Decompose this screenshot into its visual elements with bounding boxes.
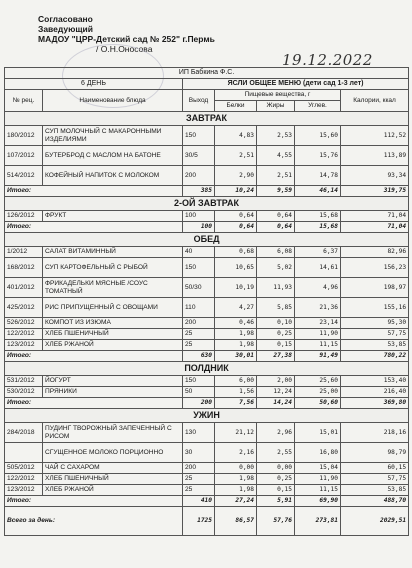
table-row xyxy=(5,423,409,443)
fats: 12,24 xyxy=(257,387,295,398)
col-fats: Жиры xyxy=(257,101,295,112)
table-row xyxy=(5,443,409,463)
proteins: 0,64 xyxy=(215,211,257,222)
total-carbs: 69,90 xyxy=(295,496,341,507)
total-portion: 385 xyxy=(183,186,215,197)
recipe-number: 107/2012 xyxy=(5,146,43,166)
portion: 150 xyxy=(183,126,215,146)
table-row xyxy=(5,258,409,278)
section-title: ПОЛДНИК xyxy=(5,362,409,376)
total-calories: 319,75 xyxy=(341,186,409,197)
total-fats: 9,59 xyxy=(257,186,295,197)
calories: 53,85 xyxy=(341,340,409,351)
calories: 98,79 xyxy=(341,443,409,463)
calories: 57,75 xyxy=(341,474,409,485)
carbs: 16,80 xyxy=(295,443,341,463)
total-fats: 14,24 xyxy=(257,398,295,409)
carbs: 25,60 xyxy=(295,376,341,387)
section-header xyxy=(5,233,409,247)
proteins: 1,98 xyxy=(215,340,257,351)
table-row xyxy=(5,126,409,146)
fats: 2,55 xyxy=(257,443,295,463)
proteins: 2,90 xyxy=(215,166,257,186)
portion: 50 xyxy=(183,387,215,398)
total-label: Итого: xyxy=(5,186,183,197)
approval-line-1: Согласовано xyxy=(38,14,93,24)
fats: 2,51 xyxy=(257,166,295,186)
table-row xyxy=(5,376,409,387)
proteins: 6,00 xyxy=(215,376,257,387)
carbs: 15,60 xyxy=(295,126,341,146)
total-label: Итого: xyxy=(5,398,183,409)
proteins: 4,83 xyxy=(215,126,257,146)
carbs: 14,78 xyxy=(295,166,341,186)
col-carbs: Углев. xyxy=(295,101,341,112)
recipe-number: 425/2012 xyxy=(5,298,43,318)
handwritten-date: 19.12.2022 xyxy=(282,51,373,69)
dish-name: ХЛЕБ ПШЕНИЧНЫЙ xyxy=(43,474,183,485)
dish-name: ФРИКАДЕЛЬКИ МЯСНЫЕ /СОУС ТОМАТНЫЙ xyxy=(43,278,183,298)
dish-name: ЙОГУРТ xyxy=(43,376,183,387)
dish-name: РИС ПРИПУЩЕННЫЙ С ОВОЩАМИ xyxy=(43,298,183,318)
approval-line-2: Заведующий xyxy=(38,24,94,34)
grand-carbs: 273,81 xyxy=(295,507,341,536)
carbs: 25,00 xyxy=(295,387,341,398)
calories: 57,75 xyxy=(341,329,409,340)
portion: 110 xyxy=(183,298,215,318)
portion: 25 xyxy=(183,474,215,485)
carbs: 6,37 xyxy=(295,247,341,258)
calories: 155,16 xyxy=(341,298,409,318)
calories: 156,23 xyxy=(341,258,409,278)
total-carbs: 50,60 xyxy=(295,398,341,409)
total-calories: 488,70 xyxy=(341,496,409,507)
section-total-row xyxy=(5,398,409,409)
portion: 40 xyxy=(183,247,215,258)
carbs: 14,61 xyxy=(295,258,341,278)
total-fats: 0,64 xyxy=(257,222,295,233)
fats: 6,08 xyxy=(257,247,295,258)
section-title: 2-ОЙ ЗАВТРАК xyxy=(5,197,409,211)
fats: 2,96 xyxy=(257,423,295,443)
total-label: Итого: xyxy=(5,222,183,233)
dish-name: ХЛЕБ РЖАНОЙ xyxy=(43,340,183,351)
portion: 200 xyxy=(183,166,215,186)
recipe-number xyxy=(5,443,43,463)
organization-name: ИП Бабкина Ф.С. xyxy=(5,68,409,79)
recipe-number: 526/2012 xyxy=(5,318,43,329)
portion: 200 xyxy=(183,463,215,474)
total-calories: 780,22 xyxy=(341,351,409,362)
proteins: 21,12 xyxy=(215,423,257,443)
calories: 153,40 xyxy=(341,376,409,387)
total-label: Итого: xyxy=(5,351,183,362)
grand-fats: 57,76 xyxy=(257,507,295,536)
total-calories: 71,04 xyxy=(341,222,409,233)
fats: 2,53 xyxy=(257,126,295,146)
recipe-number: 168/2012 xyxy=(5,258,43,278)
grand-calories: 2029,51 xyxy=(341,507,409,536)
fats: 0,10 xyxy=(257,318,295,329)
dish-name: КОМПОТ ИЗ ИЗЮМА xyxy=(43,318,183,329)
section-total-row xyxy=(5,186,409,197)
proteins: 0,00 xyxy=(215,463,257,474)
total-portion: 410 xyxy=(183,496,215,507)
col-proteins: Белки xyxy=(215,101,257,112)
section-header xyxy=(5,112,409,126)
recipe-number: 401/2012 xyxy=(5,278,43,298)
table-row xyxy=(5,474,409,485)
dish-name: ПУДИНГ ТВОРОЖНЫЙ ЗАПЕЧЕННЫЙ С РИСОМ xyxy=(43,423,183,443)
table-row xyxy=(5,211,409,222)
calories: 198,97 xyxy=(341,278,409,298)
total-proteins: 10,24 xyxy=(215,186,257,197)
recipe-number: 122/2012 xyxy=(5,474,43,485)
carbs: 15,68 xyxy=(295,211,341,222)
fats: 4,55 xyxy=(257,146,295,166)
recipe-number: 180/2012 xyxy=(5,126,43,146)
portion: 25 xyxy=(183,485,215,496)
proteins: 10,65 xyxy=(215,258,257,278)
portion: 150 xyxy=(183,376,215,387)
recipe-number: 531/2012 xyxy=(5,376,43,387)
total-proteins: 0,64 xyxy=(215,222,257,233)
table-row xyxy=(5,340,409,351)
total-fats: 5,91 xyxy=(257,496,295,507)
carbs: 15,04 xyxy=(295,463,341,474)
calories: 53,85 xyxy=(341,485,409,496)
proteins: 1,56 xyxy=(215,387,257,398)
section-total-row xyxy=(5,496,409,507)
portion: 30/5 xyxy=(183,146,215,166)
recipe-number: 284/2018 xyxy=(5,423,43,443)
fats: 11,93 xyxy=(257,278,295,298)
menu-title: ЯСЛИ ОБЩЕЕ МЕНЮ (дети сад 1-3 лет) xyxy=(183,79,409,90)
grand-total-row xyxy=(5,507,409,536)
table-row xyxy=(5,146,409,166)
col-nutrients: Пищевые вещества, г xyxy=(215,90,341,101)
col-portion: Выход xyxy=(183,90,215,112)
total-fats: 27,38 xyxy=(257,351,295,362)
approval-line-3: МАДОУ "ЦРР-Детский сад № 252" г.Пермь xyxy=(38,34,215,44)
section-header xyxy=(5,197,409,211)
carbs: 11,15 xyxy=(295,485,341,496)
fats: 2,00 xyxy=(257,376,295,387)
total-portion: 100 xyxy=(183,222,215,233)
total-carbs: 15,68 xyxy=(295,222,341,233)
total-carbs: 46,14 xyxy=(295,186,341,197)
table-row xyxy=(5,166,409,186)
fats: 0,25 xyxy=(257,329,295,340)
grand-portion: 1725 xyxy=(183,507,215,536)
carbs: 15,01 xyxy=(295,423,341,443)
calories: 113,89 xyxy=(341,146,409,166)
calories: 82,96 xyxy=(341,247,409,258)
dish-name: БУТЕРБРОД С МАСЛОМ НА БАТОНЕ xyxy=(43,146,183,166)
proteins: 1,98 xyxy=(215,329,257,340)
fats: 5,85 xyxy=(257,298,295,318)
section-title: УЖИН xyxy=(5,409,409,423)
recipe-number: 122/2012 xyxy=(5,329,43,340)
total-label: Итого: xyxy=(5,496,183,507)
table-row xyxy=(5,329,409,340)
recipe-number: 123/2012 xyxy=(5,340,43,351)
total-portion: 630 xyxy=(183,351,215,362)
section-total-row xyxy=(5,222,409,233)
section-title: ЗАВТРАК xyxy=(5,112,409,126)
proteins: 10,19 xyxy=(215,278,257,298)
section-title: ОБЕД xyxy=(5,233,409,247)
col-calories: Калории, ккал xyxy=(341,90,409,112)
dish-name: ПРЯНИКИ xyxy=(43,387,183,398)
calories: 93,34 xyxy=(341,166,409,186)
table-row xyxy=(5,318,409,329)
carbs: 11,90 xyxy=(295,474,341,485)
recipe-number: 514/2012 xyxy=(5,166,43,186)
grand-total-label: Всего за день: xyxy=(5,507,183,536)
portion: 100 xyxy=(183,211,215,222)
col-recipe-number: № рец. xyxy=(5,90,43,112)
dish-name: ХЛЕБ РЖАНОЙ xyxy=(43,485,183,496)
section-header xyxy=(5,409,409,423)
table-row xyxy=(5,387,409,398)
dish-name: САЛАТ ВИТАМИННЫЙ xyxy=(43,247,183,258)
section-header xyxy=(5,362,409,376)
carbs: 11,90 xyxy=(295,329,341,340)
portion: 25 xyxy=(183,329,215,340)
portion: 25 xyxy=(183,340,215,351)
total-portion: 200 xyxy=(183,398,215,409)
portion: 150 xyxy=(183,258,215,278)
table-row xyxy=(5,278,409,298)
col-dish-name: Наименование блюда xyxy=(43,90,183,112)
dish-name: КОФЕЙНЫЙ НАПИТОК С МОЛОКОМ xyxy=(43,166,183,186)
dish-name: ХЛЕБ ПШЕНИЧНЫЙ xyxy=(43,329,183,340)
proteins: 1,98 xyxy=(215,485,257,496)
proteins: 0,46 xyxy=(215,318,257,329)
calories: 71,04 xyxy=(341,211,409,222)
recipe-number: 123/2012 xyxy=(5,485,43,496)
calories: 218,16 xyxy=(341,423,409,443)
recipe-number: 1/2012 xyxy=(5,247,43,258)
proteins: 4,27 xyxy=(215,298,257,318)
portion: 30 xyxy=(183,443,215,463)
total-carbs: 91,49 xyxy=(295,351,341,362)
table-row xyxy=(5,463,409,474)
carbs: 11,15 xyxy=(295,340,341,351)
total-proteins: 7,56 xyxy=(215,398,257,409)
table-row xyxy=(5,247,409,258)
dish-name: ФРУКТ xyxy=(43,211,183,222)
carbs: 23,14 xyxy=(295,318,341,329)
dish-name: СУП МОЛОЧНЫЙ С МАКАРОННЫМИ ИЗДЕЛИЯМИ xyxy=(43,126,183,146)
dish-name: СГУЩЕННОЕ МОЛОКО ПОРЦИОННО xyxy=(43,443,183,463)
calories: 60,15 xyxy=(341,463,409,474)
calories: 95,30 xyxy=(341,318,409,329)
calories: 112,52 xyxy=(341,126,409,146)
total-proteins: 30,01 xyxy=(215,351,257,362)
portion: 50/30 xyxy=(183,278,215,298)
fats: 5,02 xyxy=(257,258,295,278)
approval-signature-line: / О.Н.Оносова xyxy=(96,44,153,54)
total-calories: 369,80 xyxy=(341,398,409,409)
table-row xyxy=(5,485,409,496)
table-row xyxy=(5,298,409,318)
fats: 0,25 xyxy=(257,474,295,485)
carbs: 21,36 xyxy=(295,298,341,318)
day-label: 6 ДЕНЬ xyxy=(5,79,183,90)
recipe-number: 530/2012 xyxy=(5,387,43,398)
fats: 0,64 xyxy=(257,211,295,222)
fats: 0,00 xyxy=(257,463,295,474)
dish-name: СУП КАРТОФЕЛЬНЫЙ С РЫБОЙ xyxy=(43,258,183,278)
recipe-number: 126/2012 xyxy=(5,211,43,222)
proteins: 2,51 xyxy=(215,146,257,166)
carbs: 15,76 xyxy=(295,146,341,166)
portion: 130 xyxy=(183,423,215,443)
proteins: 1,98 xyxy=(215,474,257,485)
grand-proteins: 86,57 xyxy=(215,507,257,536)
fats: 0,15 xyxy=(257,485,295,496)
menu-table xyxy=(4,67,409,536)
calories: 216,40 xyxy=(341,387,409,398)
recipe-number: 505/2012 xyxy=(5,463,43,474)
total-proteins: 27,24 xyxy=(215,496,257,507)
proteins: 2,16 xyxy=(215,443,257,463)
carbs: 4,96 xyxy=(295,278,341,298)
proteins: 0,68 xyxy=(215,247,257,258)
dish-name: ЧАЙ С САХАРОМ xyxy=(43,463,183,474)
portion: 200 xyxy=(183,318,215,329)
fats: 0,15 xyxy=(257,340,295,351)
section-total-row xyxy=(5,351,409,362)
